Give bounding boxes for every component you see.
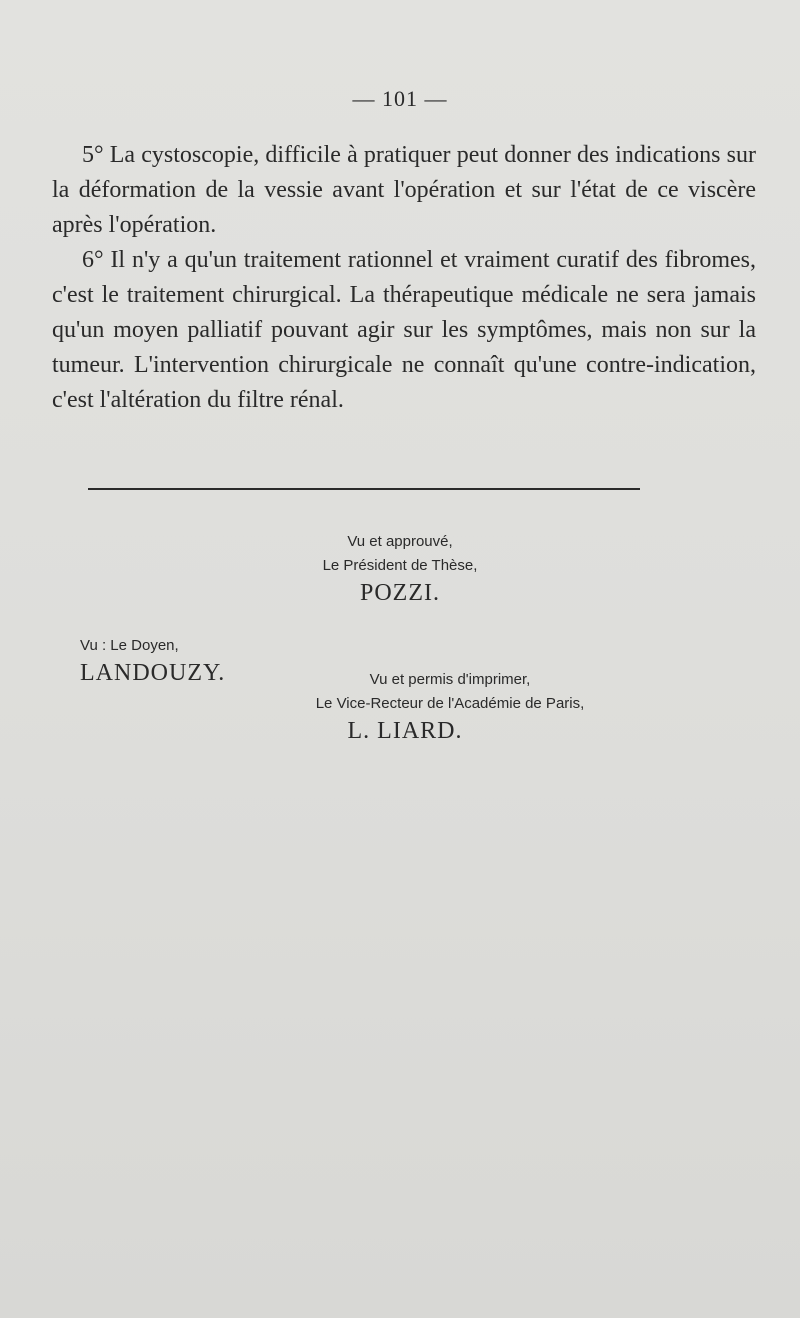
page-number: — 101 — <box>352 86 448 111</box>
approval-line2: Le Président de Thèse, <box>322 557 478 574</box>
approval-block <box>300 530 500 608</box>
horizontal-rule <box>88 488 640 490</box>
paragraph-5: 5° La cystoscopie, difficile à pratiquer peut donner des indications sur la déformation de la vessie avant l'opération et sur l'état de ce viscère après l'opération. <box>52 142 756 238</box>
permis-line1: Vu et permis d'imprimer, <box>369 671 531 688</box>
permis-line2: Le Vice-Recteur de l'Académie de Paris, <box>315 695 585 712</box>
doyen-block <box>80 634 225 688</box>
body-text <box>52 138 756 418</box>
doyen-line1: Vu : Le Doyen, <box>80 637 179 654</box>
doyen-signatory: LANDOUZY. <box>80 660 226 686</box>
paragraph-6: 6° Il n'y a qu'un traitement rationnel et vraiment curatif des fibromes, c'est le traitement chirurgical. La thérapeutique médicale ne sera jamais qu'un moyen palliatif pouvant agir sur les symptômes, mais non sur la tumeur. L'intervention chirurgicale ne connaît qu'une contre-indication, c'est l'altération du filtre rénal. <box>52 247 756 413</box>
approval-signatory: POZZI. <box>360 580 440 606</box>
permis-block <box>300 668 600 746</box>
approval-line1: Vu et approuvé, <box>347 533 453 550</box>
permis-signatory: L. LIARD. <box>347 718 463 744</box>
